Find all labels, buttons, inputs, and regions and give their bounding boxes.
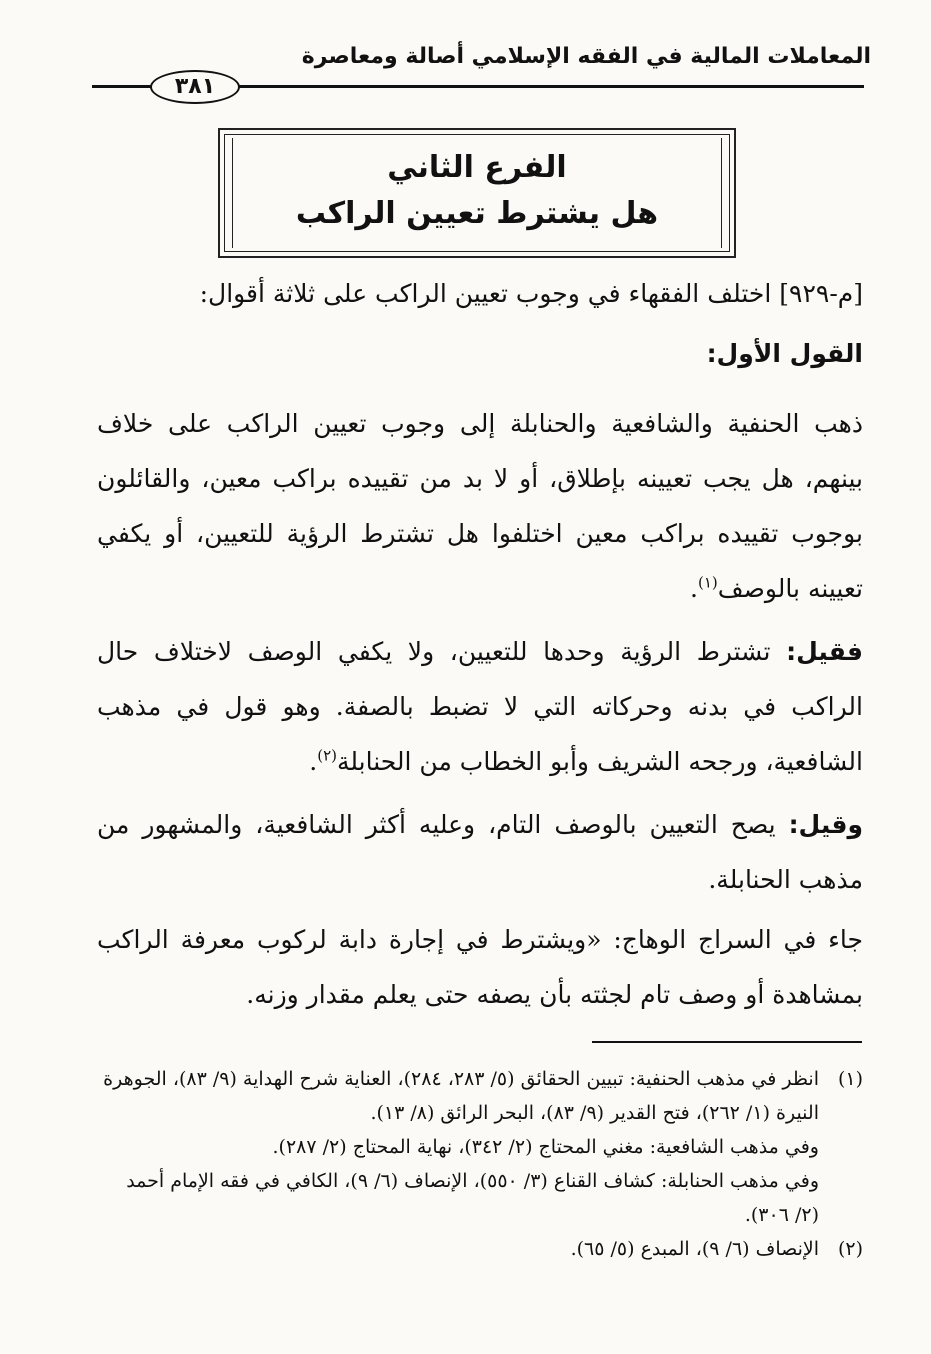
footnote-1-line: وفي مذهب الشافعية: مغني المحتاج (٢/ ٣٤٢)، نهاية المحتاج (٢/ ٢٨٧). bbox=[272, 1136, 819, 1158]
section-title-line2: هل يشترط تعيين الراكب bbox=[295, 196, 659, 231]
footnote-2-line: الإنصاف (٦/ ٩)، المبدع (٥/ ٦٥). bbox=[570, 1238, 819, 1260]
page-number: ٣٨١ bbox=[150, 70, 240, 104]
paragraph-2-end: . bbox=[309, 747, 318, 776]
paragraph-2-text: تشترط الرؤية وحدها للتعيين، ولا يكفي الوصف لاختلاف حال الراكب في بدنه وحركاته التي لا تضبط بالصفة. وهو قول في مذهب الشافعية، ورجحه الشريف وأبو الخطاب من الحنابلة bbox=[97, 637, 863, 776]
paragraph-1 bbox=[97, 396, 863, 616]
intro-paragraph: [م-٩٢٩] اختلف الفقهاء في وجوب تعيين الراكب على ثلاثة أقوال: bbox=[199, 279, 863, 308]
first-opinion-heading: القول الأول: bbox=[706, 339, 863, 368]
paragraph-2 bbox=[97, 624, 863, 789]
paragraph-3-lead: وقيل: bbox=[788, 810, 863, 839]
paragraph-3-text: يصح التعيين بالوصف التام، وعليه أكثر الشافعية، والمشهور من مذهب الحنابلة. bbox=[97, 810, 863, 894]
paragraph-1-end: . bbox=[690, 574, 698, 603]
section-title-line1: الفرع الثاني bbox=[387, 150, 567, 185]
paragraph-2-lead: فقيل: bbox=[786, 637, 863, 666]
footnote-ref-1[interactable]: (١) bbox=[698, 573, 718, 592]
footnote-2 bbox=[97, 1232, 863, 1266]
footnote-1-line: انظر في مذهب الحنفية: تبيين الحقائق (٥/ ٢٨٣، ٢٨٤)، العناية شرح الهداية (٩/ ٨٣)، الجوهرة النيرة (١/ ٢٦٢)، فتح القدير (٩/ ٨٣)، البحر الرائق (٨/ ١٣). bbox=[103, 1068, 819, 1124]
section-title-frame bbox=[218, 128, 736, 258]
paragraph-1-text: ذهب الحنفية والشافعية والحنابلة إلى وجوب تعيين الراكب على خلاف بينهم، هل يجب تعيينه بإطلاق، أو لا بد من تقييده براكب معين، والقائلون بوجوب تقييده براكب معين اختلفوا هل تشترط الرؤية للتعيين، أو يكفي تعيينه بالوصف bbox=[97, 409, 863, 603]
footnote-2-number: (٢) bbox=[837, 1238, 863, 1260]
footnote-1 bbox=[97, 1062, 863, 1232]
paragraph-4: جاء في السراج الوهاج: «ويشترط في إجارة دابة لركوب معرفة الراكب بمشاهدة أو وصف تام لجثته بأن يصفه حتى يعلم مقدار وزنه. bbox=[97, 925, 863, 1009]
running-title: المعاملات المالية في الفقه الإسلامي أصالة ومعاصرة bbox=[301, 44, 871, 69]
footnote-1-line: وفي مذهب الحنابلة: كشاف القناع (٣/ ٥٥٠)، الإنصاف (٦/ ٩)، الكافي في فقه الإمام أحمد (٢/ ٣٠٦). bbox=[126, 1170, 819, 1226]
footnote-rule bbox=[592, 1041, 862, 1043]
footnote-ref-2[interactable]: (٢) bbox=[317, 746, 337, 765]
paragraph-3 bbox=[97, 797, 863, 907]
footnotes bbox=[97, 1062, 863, 1266]
footnote-1-number: (١) bbox=[837, 1068, 863, 1090]
